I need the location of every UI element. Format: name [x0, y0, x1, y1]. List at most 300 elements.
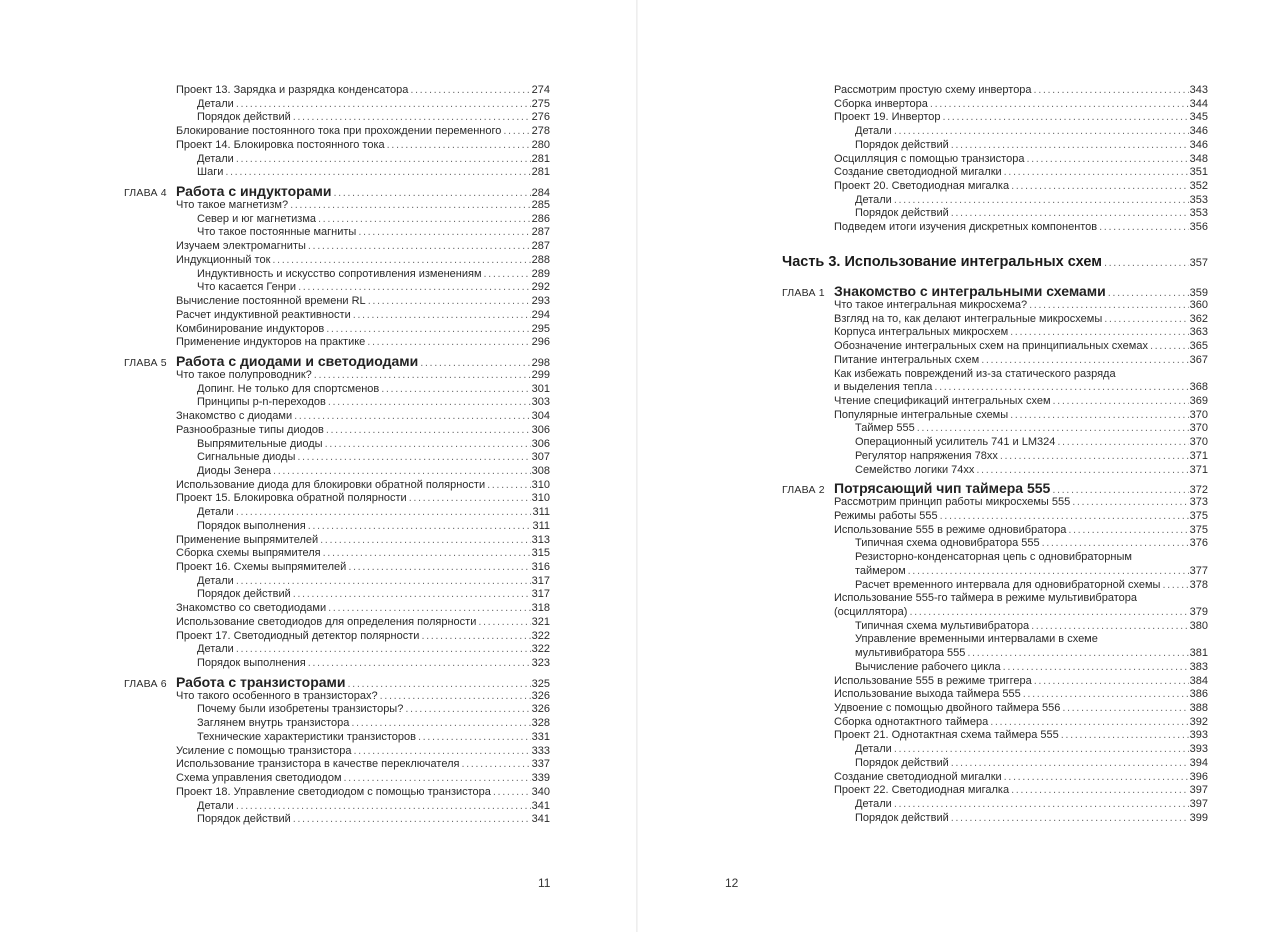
toc-subsection: [124, 588, 550, 602]
toc-page-number: 346: [1189, 125, 1208, 138]
toc-entry-title: Обозначение интегральных схем на принципиальных схемах: [834, 340, 1148, 353]
toc-page-number: 343: [1189, 84, 1208, 96]
toc-page-number: 362: [1189, 312, 1208, 325]
toc-page-number: 281: [531, 152, 550, 165]
toc-section: [782, 299, 1208, 313]
toc-entry-title: Корпуса интегральных микросхем: [834, 326, 1009, 339]
toc-section: [782, 524, 1208, 538]
toc-section: [124, 84, 550, 98]
toc-entry-title-line: Управление временными интервалами в схеме: [855, 633, 1098, 646]
toc-entry-title: Блокирование постоянного тока при прохождении переменного: [176, 125, 502, 138]
toc-entry-title: и выделения тепла: [834, 381, 933, 394]
toc-page-number: 317: [531, 588, 550, 601]
toc-subsection: [124, 383, 550, 397]
toc-entry-title: Усиление с помощью транзистора: [176, 744, 352, 757]
toc-entry-title: Принципы p-n-переходов: [197, 396, 326, 409]
toc-entry-title: Порядок действий: [197, 111, 291, 124]
toc-entry-title: Использование выхода таймера 555: [834, 688, 1021, 701]
toc-page-number: 333: [531, 744, 550, 757]
dot-leader: [1031, 620, 1189, 634]
toc-chapter: [124, 674, 550, 690]
dot-leader: [273, 465, 531, 479]
toc-entry-title: Что такое интегральная микросхема?: [834, 298, 1028, 311]
toc-page-number: 281: [531, 166, 550, 179]
toc-entry-title: Создание светодиодной мигалки: [834, 770, 1002, 783]
toc-entry-title: Выпрямительные диоды: [197, 437, 323, 450]
toc-entry-title: Режимы работы 555: [834, 509, 938, 522]
dot-leader: [293, 813, 531, 827]
dot-leader: [225, 166, 530, 180]
chapter-label: ГЛАВА 2: [782, 484, 825, 497]
toc-entry-title: Порядок действий: [197, 588, 291, 601]
toc-entry-title: Что такое постоянные магниты: [197, 226, 357, 239]
toc-entry-title: Вычисление рабочего цикла: [855, 660, 1001, 673]
dot-leader: [967, 647, 1188, 661]
toc-page-number: 321: [531, 615, 550, 628]
toc-page-number: 346: [1189, 138, 1208, 151]
toc-entry-title: Детали: [197, 506, 234, 519]
toc-section: [782, 702, 1208, 716]
toc-entry-title: Почему были изобретены транзисторы?: [197, 703, 404, 716]
toc-section: [782, 354, 1208, 368]
toc-page-number: 304: [531, 410, 550, 423]
toc-page-number: 311: [532, 506, 550, 519]
toc-entry-title: Что такого особенного в транзисторах?: [176, 689, 378, 702]
toc-entry-title: Сборка схемы выпрямителя: [176, 547, 321, 560]
toc-page-number: 370: [1189, 422, 1208, 435]
dot-leader: [353, 309, 531, 323]
dot-leader: [461, 758, 530, 772]
toc-page-number: 393: [1189, 729, 1208, 742]
toc-entry-title: таймером: [855, 564, 906, 577]
toc-page-number: 303: [531, 396, 550, 409]
toc-page-number: 372: [1189, 484, 1208, 497]
toc-section: [124, 745, 550, 759]
toc-subsection: [124, 281, 550, 295]
dot-leader: [236, 153, 531, 167]
dot-leader: [236, 575, 531, 589]
toc-page-number: 377: [1189, 564, 1208, 577]
dot-leader: [942, 111, 1188, 125]
toc-entry-title: Детали: [855, 125, 892, 138]
toc-page-number: 380: [1189, 619, 1208, 632]
dot-leader: [298, 281, 531, 295]
toc-section: [124, 323, 550, 337]
toc-section: [782, 98, 1208, 112]
toc-section: [124, 602, 550, 616]
toc-entry-title: Разнообразные типы диодов: [176, 423, 324, 436]
dot-leader: [484, 268, 531, 282]
toc-page-number: 348: [1189, 152, 1208, 165]
toc-subsection: [782, 450, 1208, 464]
toc-entry-title: Диоды Зенера: [197, 464, 272, 477]
toc-subsection: [124, 800, 550, 814]
toc-page-number: 368: [1189, 381, 1208, 394]
toc-section: [124, 786, 550, 800]
toc-entry-title: Проект 18. Управление светодиодом с помощью транзистора: [176, 785, 491, 798]
toc-entry-title: Проект 15. Блокировка обратной полярности: [176, 492, 407, 505]
page-number: 11: [538, 876, 551, 890]
dot-leader: [1104, 254, 1189, 272]
dot-leader: [487, 479, 531, 493]
dot-leader: [410, 84, 530, 98]
toc-page-number: 275: [531, 97, 550, 110]
toc-page-number: 325: [531, 677, 550, 690]
toc-page-number: 322: [531, 643, 550, 656]
dot-leader: [323, 547, 531, 561]
toc-page-number: 293: [531, 295, 550, 308]
toc-page-number: 328: [531, 717, 550, 730]
toc-entry-title: Чтение спецификаций интегральных схем: [834, 394, 1051, 407]
dot-leader: [951, 812, 1189, 826]
toc-page-number: 344: [1189, 97, 1208, 110]
toc-page-number: 371: [1189, 463, 1208, 476]
toc-section: [782, 340, 1208, 354]
toc-entry-title: Детали: [855, 743, 892, 756]
toc-entry-title: Знакомство со светодиодами: [176, 602, 327, 615]
toc-page-number: 301: [531, 382, 550, 395]
dot-leader: [1026, 153, 1188, 167]
toc-page-number: 370: [1189, 436, 1208, 449]
toc-entry-title: Рассмотрим принцип работы микросхемы 555: [834, 496, 1071, 509]
toc-section: [124, 424, 550, 438]
toc-section: [782, 395, 1208, 409]
toc-section: [782, 510, 1208, 524]
dot-leader: [990, 716, 1188, 730]
toc-entry-title: Рассмотрим простую схему инвертора: [834, 84, 1032, 96]
dot-leader: [1042, 537, 1189, 551]
toc-section: [782, 84, 1208, 98]
dot-leader: [290, 199, 531, 213]
dot-leader: [387, 139, 531, 153]
toc-entry-title: Проект 21. Однотактная схема таймера 555: [834, 729, 1059, 742]
toc-page-number: 287: [531, 240, 550, 253]
toc-section: [124, 616, 550, 630]
toc-page-number: 326: [531, 689, 550, 702]
dot-leader: [1072, 496, 1188, 510]
toc-entry-title: Индуктивность и искусство сопротивления изменениям: [197, 267, 482, 280]
toc-page-number: 396: [1189, 770, 1208, 783]
dot-leader: [894, 798, 1189, 812]
toc-subsection: [782, 125, 1208, 139]
toc-page-number: 313: [531, 533, 550, 546]
toc-page-number: 340: [531, 785, 550, 798]
toc-page-number: 322: [531, 629, 550, 642]
dot-leader: [917, 422, 1189, 436]
toc-page-number: 353: [1189, 207, 1208, 220]
toc-page-number: 287: [531, 226, 550, 239]
toc-entry-title: Что такое магнетизм?: [176, 199, 289, 212]
dot-leader: [1029, 299, 1189, 313]
toc-entry-title: Сборка однотактного таймера: [834, 715, 989, 728]
toc-section: [782, 729, 1208, 743]
toc-section: [124, 254, 550, 268]
toc-page-number: 306: [531, 437, 550, 450]
toc-page-number: 352: [1189, 180, 1208, 193]
toc-subsection: [124, 396, 550, 410]
toc-section: [124, 295, 550, 309]
dot-leader: [409, 492, 531, 506]
dot-leader: [951, 139, 1189, 153]
toc-entry-title: Взгляд на то, как делают интегральные микросхемы: [834, 312, 1103, 325]
toc-entry-title: Применение индукторов на практике: [176, 336, 366, 349]
dot-leader: [1034, 675, 1189, 689]
toc-entry-title: Шаги: [197, 166, 224, 179]
toc-page-number: 376: [1189, 537, 1208, 550]
toc-subsection: [782, 743, 1208, 757]
dot-leader: [358, 226, 530, 240]
dot-leader: [894, 194, 1189, 208]
toc-subsection: [124, 465, 550, 479]
toc-entry-title: Детали: [855, 798, 892, 811]
dot-leader: [1034, 84, 1189, 98]
dot-leader: [1003, 661, 1189, 675]
toc-page-number: 375: [1189, 523, 1208, 536]
toc-section: [782, 166, 1208, 180]
dot-leader: [380, 690, 531, 704]
toc-page-number: 306: [531, 423, 550, 436]
toc-page-number: 278: [531, 125, 550, 138]
toc-chapter: [124, 183, 550, 199]
dot-leader: [1023, 688, 1189, 702]
toc-entry-title: Детали: [197, 97, 234, 110]
toc-page-number: 326: [531, 703, 550, 716]
toc-entry-title: Детали: [855, 193, 892, 206]
toc-entry-title: Проект 16. Схемы выпрямителей: [176, 561, 347, 573]
toc-page-number: 369: [1189, 394, 1208, 407]
dot-leader: [297, 451, 530, 465]
toc-entry-title: Север и юг магнетизма: [197, 212, 317, 225]
toc-subsection: [782, 139, 1208, 153]
dot-leader: [930, 98, 1189, 112]
toc-section: [124, 369, 550, 383]
toc-subsection: [124, 520, 550, 534]
toc-subsection: [124, 111, 550, 125]
toc-entry-title: Проект 17. Светодиодный детектор полярности: [176, 629, 420, 642]
toc-entry-title: Типичная схема одновибратора 555: [855, 537, 1040, 550]
toc-subsection: [124, 153, 550, 167]
toc-section: [782, 180, 1208, 194]
toc-subsection: [124, 268, 550, 282]
toc-entry-title-line: Как избежать повреждений из-за статического разряда: [834, 367, 1116, 380]
dot-leader: [328, 602, 531, 616]
toc-page-number: 292: [531, 281, 550, 294]
toc-page-number: 394: [1189, 756, 1208, 769]
toc-subsection: [782, 661, 1208, 675]
dot-leader: [367, 336, 530, 350]
toc-section: [782, 496, 1208, 510]
toc-page-number: 341: [531, 799, 550, 812]
toc-section: [124, 479, 550, 493]
toc-entry-title-line: Резисторно-конденсаторная цепь с одновибраторным: [855, 551, 1132, 564]
toc-page-number: 288: [531, 253, 550, 266]
dot-leader: [405, 703, 530, 717]
toc-page-number: 317: [531, 574, 550, 587]
toc-entry-title: Работа с индукторами: [176, 183, 332, 200]
toc-part: [782, 253, 1208, 271]
toc-section: [124, 410, 550, 424]
toc-subsection: [124, 438, 550, 452]
toc-section: [782, 606, 1208, 620]
toc-page-number: 284: [531, 187, 550, 200]
toc-entry-title: Проект 19. Инвертор: [834, 111, 941, 124]
toc-page-number: 315: [531, 547, 550, 560]
toc-page-number: 298: [531, 356, 550, 369]
dot-leader: [493, 786, 531, 800]
toc-section: [124, 690, 550, 704]
toc-entry-title: Регулятор напряжения 78xx: [855, 449, 998, 462]
toc-page-number: 310: [531, 492, 550, 505]
dot-leader: [951, 207, 1189, 221]
toc-section: [782, 675, 1208, 689]
dot-leader: [951, 757, 1189, 771]
toc-page-number: 393: [1189, 743, 1208, 756]
toc-section: [782, 716, 1208, 730]
toc-page-number: 296: [531, 336, 550, 349]
toc-page-number: 294: [531, 308, 550, 321]
toc-entry-title: Осцилляция с помощью транзистора: [834, 152, 1025, 165]
dot-leader: [236, 800, 531, 814]
dot-leader: [1000, 450, 1189, 464]
toc-subsection: [124, 166, 550, 180]
toc-subsection: [782, 620, 1208, 634]
toc-section: [124, 547, 550, 561]
toc-entry-title: Детали: [197, 152, 234, 165]
toc-entry-title: Технические характеристики транзисторов: [197, 730, 416, 743]
toc-entry-title: Проект 20. Светодиодная мигалка: [834, 180, 1010, 193]
chapter-label: ГЛАВА 1: [782, 286, 825, 299]
toc-entry-title: Порядок выполнения: [197, 657, 306, 670]
chapter-label: ГЛАВА 6: [124, 677, 167, 690]
dot-leader: [1010, 409, 1188, 423]
toc-subsection: [124, 506, 550, 520]
dot-leader: [326, 424, 531, 438]
toc-page-number: 386: [1189, 688, 1208, 701]
dot-leader: [1053, 395, 1189, 409]
dot-leader: [236, 506, 532, 520]
toc-page-number: 331: [531, 730, 550, 743]
toc-subsection: [124, 575, 550, 589]
toc-section: [782, 409, 1208, 423]
toc-subsection: [782, 647, 1208, 661]
toc-subsection: [124, 98, 550, 112]
toc-section: [124, 772, 550, 786]
toc-page-number: 357: [1189, 256, 1208, 269]
dot-leader: [1068, 524, 1188, 538]
toc-section: [782, 326, 1208, 340]
toc-entry-title: Использование транзистора в качестве переключателя: [176, 758, 460, 771]
toc-entry-title: Подведем итоги изучения дискретных компонентов: [834, 221, 1098, 234]
dot-leader: [320, 534, 530, 548]
toc-page-number: 388: [1189, 702, 1208, 715]
dot-leader: [894, 743, 1189, 757]
toc-entry-title: Изучаем электромагниты: [176, 240, 306, 253]
toc-section: [124, 139, 550, 153]
toc-page-number: 316: [531, 561, 550, 573]
toc-entry-title: Детали: [197, 574, 234, 587]
toc-entry-title: Знакомство с интегральными схемами: [834, 282, 1106, 299]
toc-subsection: [782, 757, 1208, 771]
dot-leader: [478, 616, 530, 630]
dot-leader: [318, 213, 531, 227]
dot-leader: [1162, 579, 1188, 593]
dot-leader: [1011, 180, 1189, 194]
toc-section: [124, 492, 550, 506]
toc-page-number: 285: [531, 199, 550, 212]
toc-page-number: 339: [531, 772, 550, 785]
dot-leader: [272, 254, 530, 268]
left-page: [0, 0, 637, 932]
toc-section: [782, 688, 1208, 702]
toc-page-number: 384: [1189, 674, 1208, 687]
toc-page-number: 375: [1189, 509, 1208, 522]
toc-entry-title: Работа с диодами и светодиодами: [176, 352, 419, 369]
toc-entry-title: Использование 555 в режиме одновибратора: [834, 523, 1067, 536]
toc-chapter: [124, 353, 550, 369]
toc-entry-title-line: Использование 555-го таймера в режиме мультивибратора: [834, 592, 1137, 605]
toc-entry-title: мультивибратора 555: [855, 647, 966, 660]
toc-entry-title: (осциллятора): [834, 606, 908, 618]
toc-page-number: 299: [531, 368, 550, 381]
toc-page-number: 318: [531, 602, 550, 615]
dot-leader: [1057, 436, 1188, 450]
toc-entry-title: Порядок действий: [197, 813, 291, 826]
toc-page-number: 392: [1189, 715, 1208, 728]
dot-leader: [326, 323, 530, 337]
toc-subsection: [124, 451, 550, 465]
toc-subsection: [782, 207, 1208, 221]
dot-leader: [368, 295, 531, 309]
toc-page-number: 397: [1189, 798, 1208, 811]
table-of-contents-right: [782, 84, 1208, 826]
toc-page-number: 311: [532, 519, 550, 532]
dot-leader: [314, 369, 531, 383]
dot-leader: [1062, 702, 1188, 716]
toc-section: [124, 309, 550, 323]
toc-page-number: 359: [1189, 286, 1208, 299]
dot-leader: [1004, 166, 1189, 180]
toc-page-number: 295: [531, 322, 550, 335]
dot-leader: [236, 643, 531, 657]
toc-page-number: 310: [531, 478, 550, 491]
toc-page-number: 363: [1189, 326, 1208, 339]
toc-section: [124, 125, 550, 139]
toc-page-number: 280: [531, 138, 550, 151]
toc-entry-title: Что такое полупроводник?: [176, 368, 312, 381]
toc-subsection: [782, 537, 1208, 551]
dot-leader: [1150, 340, 1189, 354]
toc-section: [124, 630, 550, 644]
right-page: [638, 0, 1276, 932]
toc-entry-title: Расчет временного интервала для одновибраторной схемы: [855, 578, 1161, 591]
toc-entry-title: Проект 13. Зарядка и разрядка конденсатора: [176, 84, 409, 96]
toc-section: [782, 784, 1208, 798]
toc-subsection: [782, 422, 1208, 436]
dot-leader: [293, 111, 531, 125]
dot-leader: [1061, 729, 1189, 743]
dot-leader: [328, 396, 531, 410]
dot-leader: [976, 464, 1188, 478]
dot-leader: [1011, 784, 1189, 798]
toc-subsection: [124, 703, 550, 717]
toc-page-number: 365: [1189, 340, 1208, 353]
toc-entry-title: Комбинирование индукторов: [176, 322, 325, 335]
toc-section: [782, 771, 1208, 785]
toc-entry-title: Потрясающий чип таймера 555: [834, 480, 1051, 497]
toc-subsection: [124, 731, 550, 745]
dot-leader: [381, 383, 530, 397]
dot-leader: [421, 630, 530, 644]
